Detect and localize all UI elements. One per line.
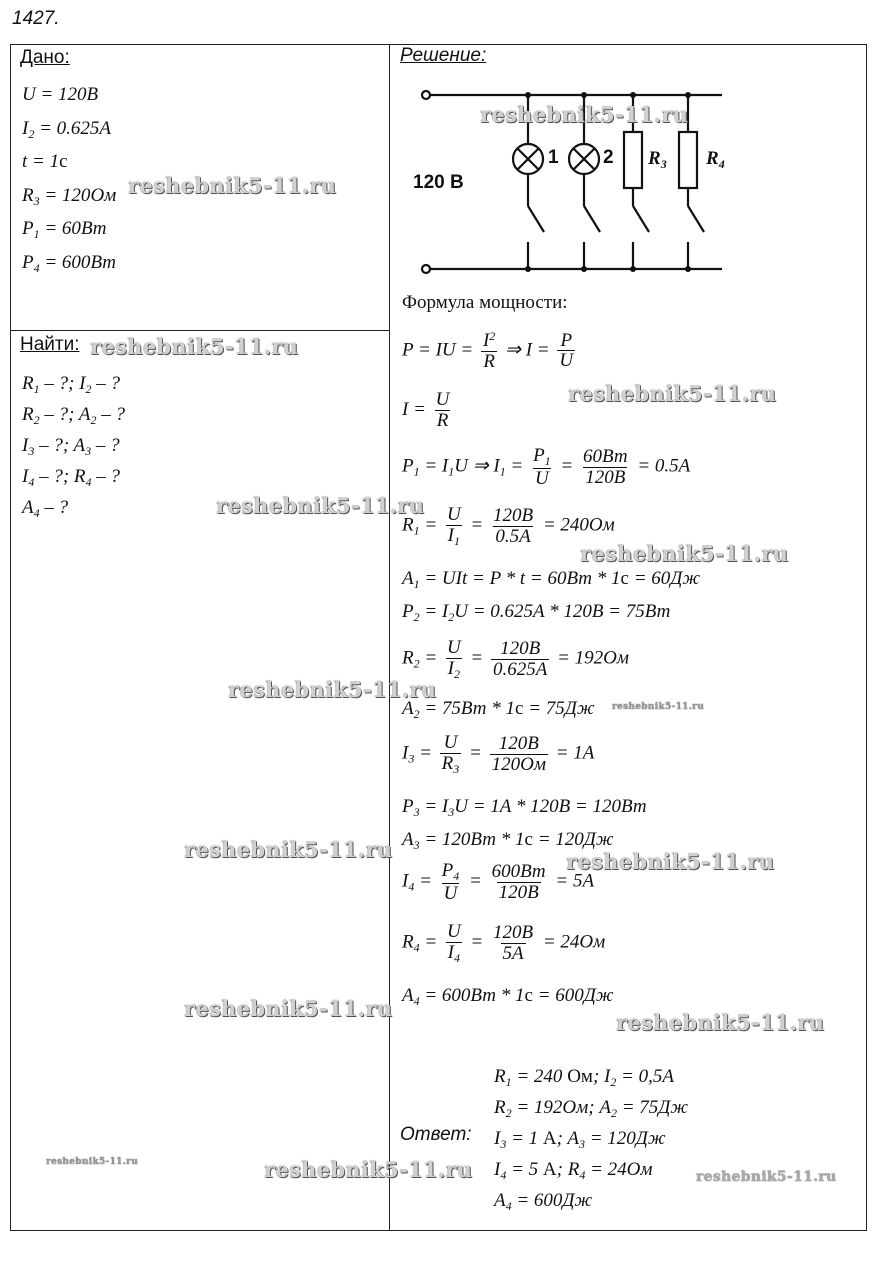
given-find-divider: [10, 330, 390, 331]
answer-line-3: $I_3 = 1$ A; $A_3 = 120Дж$: [494, 1128, 666, 1151]
watermark: reshebnik5-11.ru: [580, 541, 789, 566]
watermark: reshebnik5-11.ru: [184, 996, 393, 1021]
find-header: Найти:: [20, 334, 80, 355]
table-bottom-border: [10, 1230, 867, 1231]
step-current-3: $I_3$ = $\frac{U}{R_3}$ = $\frac{120В}{120Ом}$ = 1A: [402, 732, 595, 776]
step-current-1: $P_1 = I_1U$ ⇒ $I_1$ = $\frac{P_1}{U}$ = $\frac{60Вт}{120В}$ = 0.5A: [402, 445, 691, 489]
table-left-border: [10, 44, 11, 1231]
find-line-5: $A_4$ – ?: [22, 497, 69, 520]
given-resistance-3: $R_3 = 120Ом$: [22, 185, 117, 208]
find-line-2: $R_2$ – ?; $A_2$ – ?: [22, 404, 125, 427]
watermark: reshebnik5-11.ru: [264, 1157, 473, 1182]
table-column-divider: [389, 44, 390, 1231]
step-work-4: $A_4 = 600Вт * 1с = 600Дж$: [402, 985, 614, 1008]
resistor-4-label: $R_4$: [706, 148, 725, 171]
find-line-4: $I_4$ – ?; $R_4$ – ?: [22, 466, 121, 489]
watermark: reshebnik5-11.ru: [480, 102, 689, 127]
given-header: Дано:: [20, 47, 70, 68]
step-current-4: $I_4$ = $\frac{P_4}{U}$ = $\frac{600Вт}{120В}$ = 5A: [402, 860, 595, 904]
watermark: reshebnik5-11.ru: [46, 1157, 139, 1167]
watermark: reshebnik5-11.ru: [128, 173, 337, 198]
find-line-3: $I_3$ – ?; $A_3$ – ?: [22, 435, 120, 458]
table-right-border: [866, 44, 867, 1231]
watermark: reshebnik5-11.ru: [568, 381, 777, 406]
given-current-2: $I_2 = 0.625A$: [22, 118, 112, 141]
given-power-1: $P_1 = 60Вт$: [22, 218, 107, 241]
solution-header: Решение:: [400, 45, 487, 66]
circuit-voltage-label: 120 В: [413, 172, 464, 193]
watermark: reshebnik5-11.ru: [566, 849, 775, 874]
answer-label: Ответ:: [400, 1124, 472, 1145]
step-work-1: $A_1$ = UIt = P * t = 60Вт * 1с = 60Дж: [402, 568, 701, 591]
answer-line-2: $R_2 = 192Ом$; $A_2 = 75Дж$: [494, 1097, 689, 1120]
watermark: reshebnik5-11.ru: [184, 837, 393, 862]
answer-line-4: $I_4 = 5$ A; $R_4 = 24Ом$: [494, 1159, 653, 1182]
lamp-2-label: 2: [603, 147, 614, 168]
watermark: reshebnik5-11.ru: [216, 493, 425, 518]
given-power-4: $P_4 = 600Вт$: [22, 252, 116, 275]
watermark: reshebnik5-11.ru: [616, 1010, 825, 1035]
given-voltage: U = 120B: [22, 84, 99, 105]
formula-title: Формула мощности:: [402, 292, 568, 313]
answer-line-5: $A_4 = 600Дж$: [494, 1190, 593, 1213]
step-work-3: $A_3 = 120Вт * 1с = 120Дж$: [402, 829, 614, 852]
resistor-3-label: $R_3$: [648, 148, 667, 171]
step-work-2: $A_2 = 75Вт * 1с = 75Дж$: [402, 698, 595, 721]
find-line-1: $R_1$ – ?; $I_2$ – ?: [22, 373, 121, 396]
watermark: reshebnik5-11.ru: [90, 334, 299, 359]
step-ohm-law: I = $\frac{U}{R}$: [402, 389, 450, 431]
step-resistance-4: $R_4$ = $\frac{U}{I_4}$ = $\frac{120В}{5A}$ = 24Ом: [402, 921, 606, 965]
step-power-3: $P_3 = I_3U = 1A * 120В = 120Вт$: [402, 796, 647, 819]
step-power-formula: P = IU = $\frac{I^2}{R}$ ⇒ I = $\frac{P}{U}$: [402, 329, 574, 372]
step-resistance-2: $R_2$ = $\frac{U}{I_2}$ = $\frac{120В}{0.625A}$ = 192Ом: [402, 637, 630, 681]
lamp-1-label: 1: [548, 147, 559, 168]
given-time: t = 1c: [22, 151, 68, 172]
watermark: reshebnik5-11.ru: [228, 677, 437, 702]
watermark: reshebnik5-11.ru: [696, 1169, 837, 1185]
watermark: reshebnik5-11.ru: [612, 702, 705, 712]
step-power-2: $P_2 = I_2U = 0.625A * 120В = 75Вт$: [402, 601, 671, 624]
problem-number: 1427.: [12, 8, 60, 29]
step-resistance-1: $R_1$ = $\frac{U}{I_1}$ = $\frac{120В}{0.5A}$ = 240Ом: [402, 504, 615, 548]
answer-line-1: $R_1 = 240$ Ом; $I_2 = 0,5A$: [494, 1066, 675, 1089]
